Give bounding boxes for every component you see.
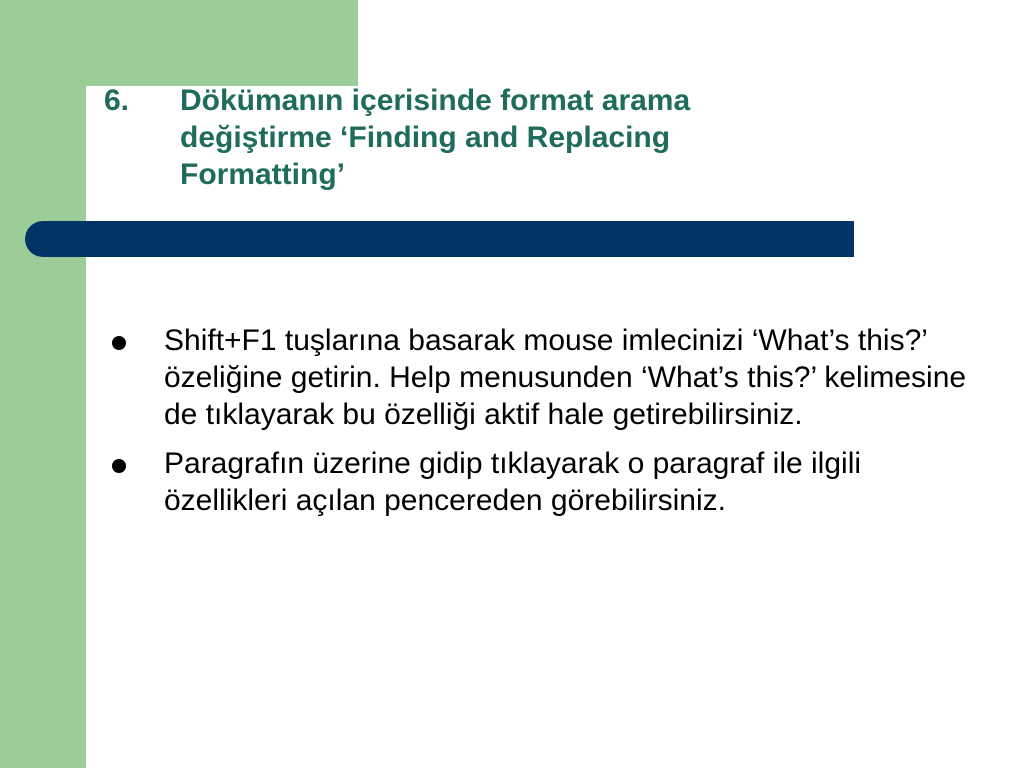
slide-title bbox=[104, 82, 824, 193]
bullet-text: Shift+F1 tuşlarına basarak mouse imlecinizi ‘What’s this?’ özeliğine getirin. Help menusunden ‘What’s this?’ kelimesine de tıklayarak bu özelliği aktif hale getirebilirsiniz. bbox=[164, 324, 967, 431]
bullet-icon bbox=[112, 459, 126, 473]
title-number: 6. bbox=[104, 84, 130, 117]
left-green-band bbox=[0, 0, 86, 768]
bullet-item bbox=[100, 322, 980, 433]
bullet-text: Paragrafın üzerine gidip tıklayarak o paragraf ile ilgili özellikleri açılan pencereden görebilirsiniz. bbox=[164, 447, 862, 517]
slide-content bbox=[100, 322, 980, 531]
title-text: Dökümanın içerisinde format arama değiştirme ‘Finding and Replacing Formatting’ bbox=[180, 84, 691, 191]
bullet-item bbox=[100, 445, 980, 519]
bullet-icon bbox=[112, 336, 126, 350]
title-divider-bar bbox=[25, 221, 854, 257]
top-green-band bbox=[0, 0, 358, 86]
